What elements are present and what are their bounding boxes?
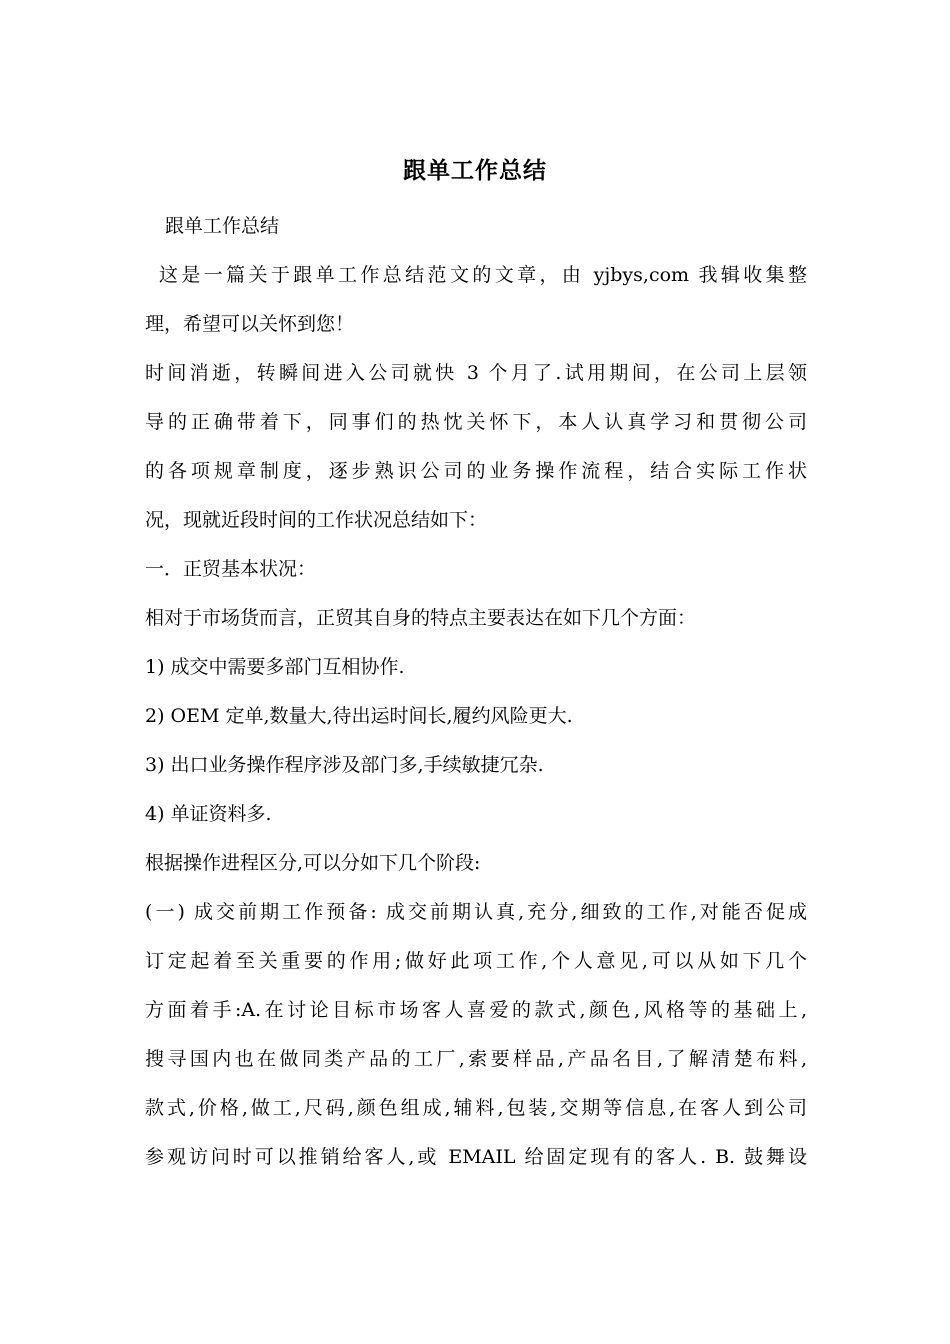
paragraph-line: 导的正确带着下，同事们的热忱关怀下，本人认真学习和贯彻公司: [145, 411, 807, 433]
paragraph-line: 这是一篇关于跟单工作总结范文的文章，由 yjbys,com 我辑收集整: [159, 264, 807, 286]
paragraph-line: 相对于市场货而言，正贸其自身的特点主要表达在如下几个方面：: [145, 607, 697, 629]
paragraph-line: 参观访问时可以推销给客人,或 EMAIL 给固定现有的客人. B. 鼓舞设: [145, 1146, 807, 1168]
paragraph-line: 况，现就近段时间的工作状况总结如下：: [145, 509, 488, 531]
paragraph-line: (一) 成交前期工作预备: 成交前期认真,充分,细致的工作,对能否促成: [145, 901, 807, 923]
paragraph-line: 搜寻国内也在做同类产品的工厂,索要样品,产品名目,了解清楚布料,: [145, 1048, 807, 1070]
list-item: 3) 出口业务操作程序涉及部门多,手续敏捷冗杂.: [145, 754, 544, 776]
paragraph-line: 订定起着至关重要的作用;做好此项工作,个人意见,可以从如下几个: [145, 950, 807, 972]
document-body: [145, 208, 807, 1188]
paragraph-line: 根据操作进程区分,可以分如下几个阶段:: [145, 852, 481, 874]
list-item: 1) 成交中需要多部门互相协作.: [145, 656, 405, 678]
paragraph-line: 款式,价格,做工,尺码,颜色组成,辅料,包装,交期等信息,在客人到公司: [145, 1097, 807, 1119]
list-item: 4) 单证资料多.: [145, 803, 272, 825]
subtitle-line: 跟单工作总结: [165, 215, 280, 237]
paragraph-line: 理，希望可以关怀到您！: [145, 313, 355, 335]
paragraph-line: 时间消逝，转瞬间进入公司就快 3 个月了.试用期间，在公司上层领: [145, 362, 807, 384]
paragraph-line: 方面着手:A.在讨论目标市场客人喜爱的款式,颜色,风格等的基础上,: [145, 999, 807, 1021]
document-title: 跟单工作总结: [403, 157, 547, 184]
paragraph-line: 的各项规章制度，逐步熟识公司的业务操作流程，结合实际工作状: [145, 460, 807, 482]
list-item: 2) OEM 定单,数量大,待出运时间长,履约风险更大.: [145, 705, 573, 727]
section-heading: 一．正贸基本状况：: [145, 558, 317, 580]
